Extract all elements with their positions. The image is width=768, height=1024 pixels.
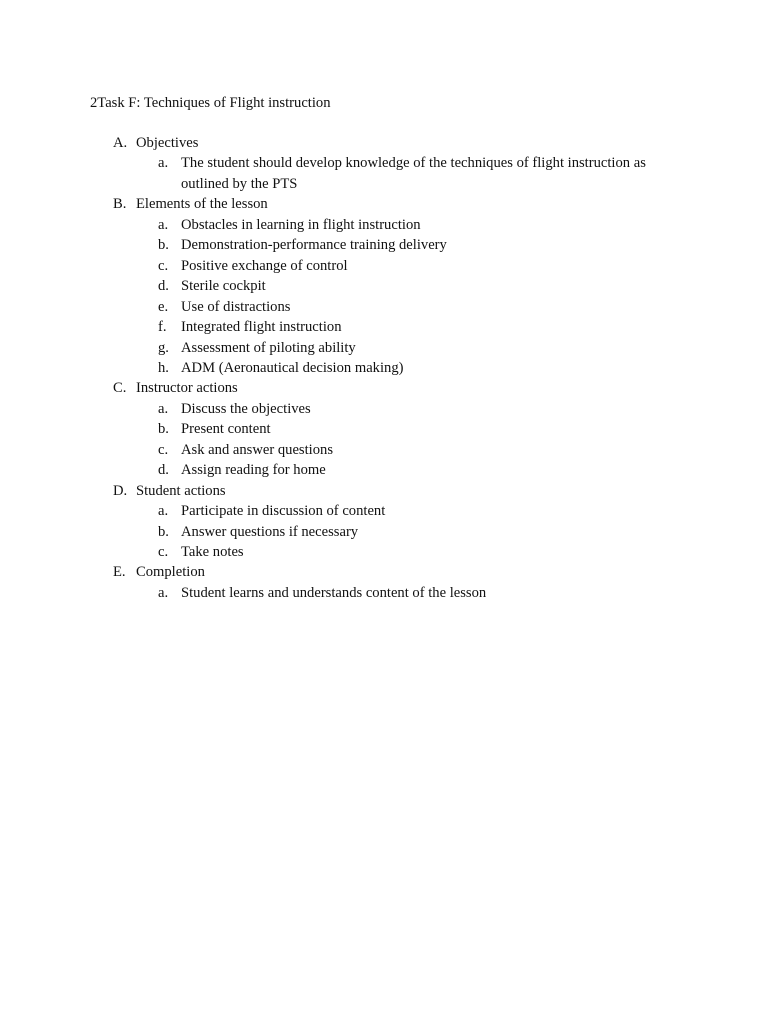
list-item-text: Assessment of piloting ability <box>181 339 356 356</box>
section-heading <box>0 378 768 398</box>
section-marker: A. <box>113 135 128 151</box>
lesson-outline <box>0 133 768 603</box>
list-item <box>0 501 768 521</box>
list-item-marker: a. <box>158 155 169 172</box>
list-item-text: Take notes <box>181 544 244 560</box>
section-label: Completion <box>136 564 205 581</box>
list-item-text: Sterile cockpit <box>181 278 266 295</box>
list-item <box>0 460 768 480</box>
list-item <box>0 583 768 603</box>
list-item <box>0 317 768 337</box>
list-item-text: Answer questions if necessary <box>181 523 359 540</box>
section-heading <box>0 481 768 501</box>
list-item-marker: f. <box>158 319 167 336</box>
outline-section <box>0 562 768 603</box>
list-item-marker: a. <box>158 584 169 601</box>
list-item-marker: g. <box>158 339 169 356</box>
list-item-text: Use of distractions <box>181 298 291 315</box>
list-item <box>0 358 768 378</box>
section-heading <box>0 562 768 582</box>
section-label: Elements of the lesson <box>136 196 268 213</box>
section-marker: B. <box>113 196 127 213</box>
list-item-text: Obstacles in learning in flight instruction <box>181 216 421 233</box>
section-marker: C. <box>113 380 127 397</box>
list-item-text: Present content <box>181 421 271 438</box>
list-item-text: Demonstration-performance training delivery <box>181 237 447 254</box>
list-item <box>0 215 768 235</box>
list-item-marker: h. <box>158 359 169 376</box>
document-title: 2Task F: Techniques of Flight instruction <box>90 95 331 111</box>
list-item-text: Integrated flight instruction <box>181 319 342 336</box>
section-label: Student actions <box>136 482 226 499</box>
list-item-marker: a. <box>158 400 169 417</box>
list-item-marker: c. <box>158 441 169 458</box>
section-heading <box>0 194 768 214</box>
list-item <box>0 522 768 542</box>
list-item <box>0 235 768 255</box>
outline-section <box>0 133 768 194</box>
list-item-marker: b. <box>158 421 169 438</box>
list-item-marker: b. <box>158 523 169 540</box>
list-item-marker: b. <box>158 237 169 254</box>
list-item <box>0 419 768 439</box>
list-item-text: The student should develop knowledge of the techniques of flight instruction as outlined by the PTS <box>181 155 646 192</box>
list-item-marker: a. <box>158 216 169 233</box>
list-item-text: Discuss the objectives <box>181 400 311 417</box>
list-item <box>0 338 768 358</box>
list-item-text: Ask and answer questions <box>181 441 333 458</box>
outline-section <box>0 378 768 480</box>
outline-section <box>0 194 768 378</box>
list-item-text: Positive exchange of control <box>181 257 348 274</box>
list-item <box>0 542 768 562</box>
list-item <box>0 276 768 296</box>
list-item-marker: c. <box>158 544 169 560</box>
section-heading <box>0 133 768 153</box>
list-item-text: Student learns and understands content of the lesson <box>181 584 487 601</box>
list-item-text: Assign reading for home <box>181 462 326 479</box>
list-item <box>0 256 768 276</box>
section-marker: D. <box>113 482 128 499</box>
list-item-text: Participate in discussion of content <box>181 503 386 520</box>
outline-section <box>0 481 768 563</box>
list-item-marker: c. <box>158 257 169 274</box>
section-label: Instructor actions <box>136 380 238 397</box>
section-marker: E. <box>113 564 126 581</box>
list-item <box>0 153 768 194</box>
list-item-marker: d. <box>158 278 169 295</box>
section-label: Objectives <box>136 135 199 151</box>
list-item-marker: e. <box>158 298 169 315</box>
list-item <box>0 297 768 317</box>
list-item <box>0 440 768 460</box>
list-item-text: ADM (Aeronautical decision making) <box>181 359 404 376</box>
list-item-marker: d. <box>158 462 169 479</box>
list-item-marker: a. <box>158 503 169 520</box>
list-item <box>0 399 768 419</box>
